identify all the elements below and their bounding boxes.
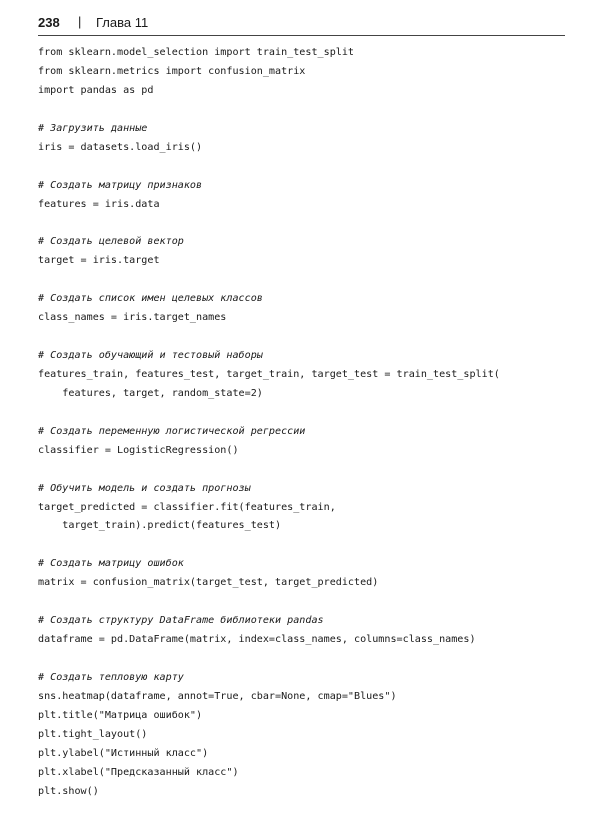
blank-line xyxy=(38,101,500,120)
code-comment: # Загрузить данные xyxy=(38,122,148,134)
code-line: target_train).predict(features_test) xyxy=(38,520,282,532)
code-line: plt.xlabel("Предсказанный класс") xyxy=(38,766,239,778)
blank-line xyxy=(38,328,500,347)
code-line: target = iris.target xyxy=(38,255,160,267)
code-line: iris = datasets.load_iris() xyxy=(38,141,203,153)
code-line: sns.heatmap(dataframe, annot=True, cbar=None, cmap="Blues") xyxy=(38,690,397,702)
page-number: 238 xyxy=(38,15,60,30)
code-comment: # Создать матрицу ошибок xyxy=(38,558,184,570)
code-comment: # Создать список имен целевых классов xyxy=(38,293,263,305)
code-line: from sklearn.model_selection import train_test_split xyxy=(38,47,355,58)
code-line: plt.show() xyxy=(38,785,99,797)
code-comment: # Создать целевой вектор xyxy=(38,236,184,248)
chapter-title: Глава 11 xyxy=(96,15,149,30)
code-line: import pandas as pd xyxy=(38,84,154,96)
blank-line xyxy=(38,404,500,423)
code-line: from sklearn.metrics import confusion_matrix xyxy=(38,65,306,77)
code-line: dataframe = pd.DataFrame(matrix, index=class_names, columns=class_names) xyxy=(38,634,476,646)
code-line: plt.ylabel("Истинный класс") xyxy=(38,747,209,759)
blank-line xyxy=(38,593,500,612)
code-line: features, target, random_state=2) xyxy=(38,387,263,399)
code-comment: # Создать структуру DataFrame библиотеки pandas xyxy=(38,615,324,627)
code-line: class_names = iris.target_names xyxy=(38,312,227,324)
code-comment: # Создать матрицу признаков xyxy=(38,179,203,191)
code-comment: # Обучить модель и создать прогнозы xyxy=(38,482,251,494)
blank-line xyxy=(38,650,500,669)
code-comment: # Создать переменную логистической регрессии xyxy=(38,425,306,437)
code-line: plt.title("Матрица ошибок") xyxy=(38,709,203,721)
code-line: target_predicted = classifier.fit(features_train, xyxy=(38,501,336,513)
code-line: features_train, features_test, target_train, target_test = train_test_split( xyxy=(38,368,500,380)
code-line: matrix = confusion_matrix(target_test, target_predicted) xyxy=(38,577,379,589)
blank-line xyxy=(38,214,500,233)
code-comment: # Создать тепловую карту xyxy=(38,671,184,683)
header-separator: | xyxy=(78,14,82,29)
blank-line xyxy=(38,536,500,555)
running-header xyxy=(38,13,565,36)
code-line: features = iris.data xyxy=(38,198,160,210)
blank-line xyxy=(38,158,500,177)
blank-line xyxy=(38,461,500,480)
code-comment: # Создать обучающий и тестовый наборы xyxy=(38,350,263,361)
code-line: classifier = LogisticRegression() xyxy=(38,444,239,456)
code-listing xyxy=(38,44,500,802)
code-line: plt.tight_layout() xyxy=(38,728,148,740)
blank-line xyxy=(38,271,500,290)
